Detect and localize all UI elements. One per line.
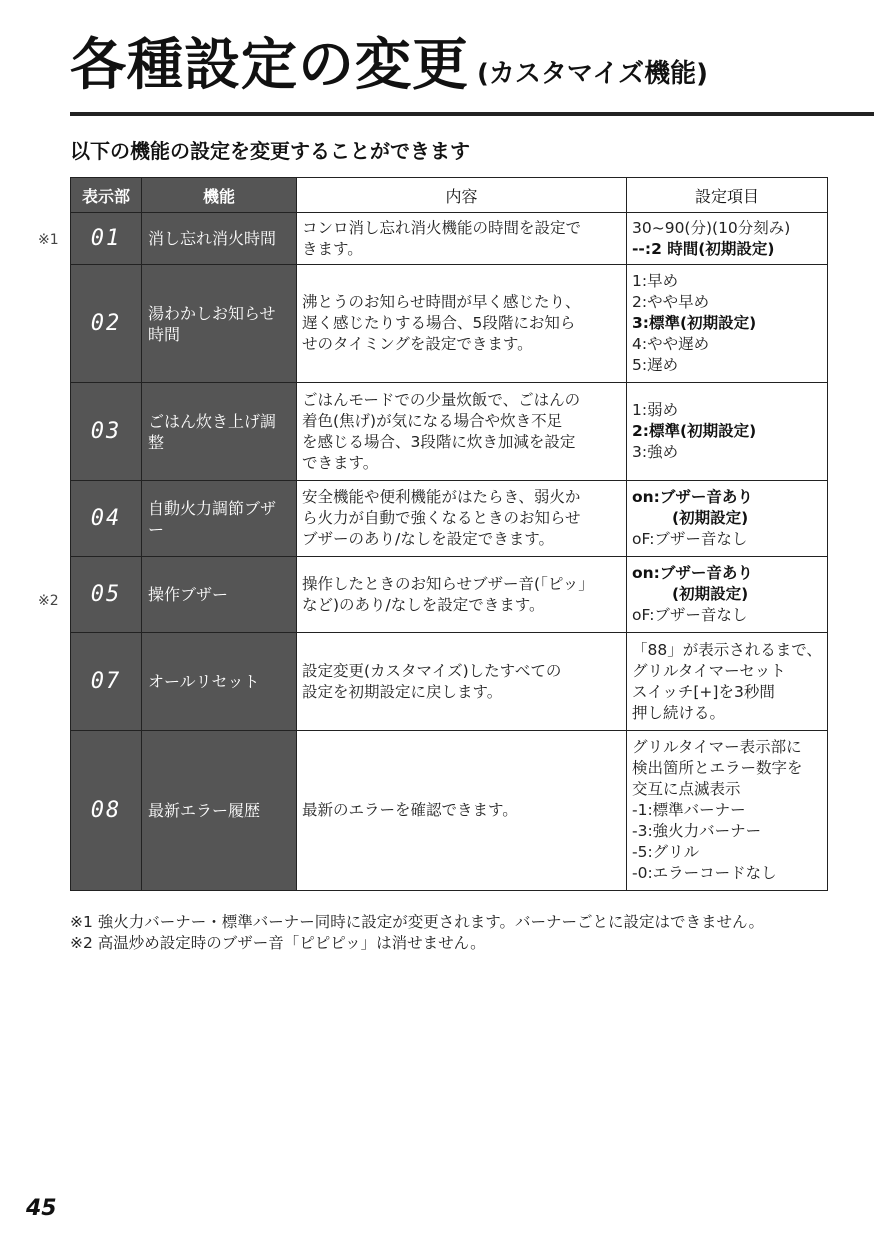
setting-line: -1:標準バーナー bbox=[632, 801, 746, 819]
setting-line: グリルタイマー表示部に bbox=[632, 738, 802, 756]
row-function: 最新エラー履歴 bbox=[142, 731, 297, 891]
row-code: 03 bbox=[71, 383, 142, 481]
row-content bbox=[297, 633, 627, 731]
row-code: 08 bbox=[71, 731, 142, 891]
setting-line: 5:遅め bbox=[632, 356, 679, 374]
setting-line: oF:ブザー音なし bbox=[632, 530, 748, 548]
row-code: 02 bbox=[71, 265, 142, 383]
content-line: を感じる場合、3段階に炊き加減を設定 bbox=[302, 432, 576, 451]
header-function: 機能 bbox=[142, 178, 297, 213]
setting-line: 交互に点滅表示 bbox=[632, 780, 741, 798]
content-line: せのタイミングを設定できます。 bbox=[302, 335, 533, 353]
row-note-mark-2: ※2 bbox=[38, 593, 59, 609]
setting-line: 2:標準(初期設定) bbox=[632, 422, 757, 440]
setting-line: -0:エラーコードなし bbox=[632, 864, 777, 882]
row-content bbox=[297, 557, 627, 633]
content-line: 遅く感じたりする場合、5段階にお知ら bbox=[302, 314, 576, 332]
setting-line: スイッチ[+]を3秒間 bbox=[632, 682, 775, 701]
settings-table bbox=[70, 177, 828, 891]
row-setting bbox=[627, 481, 828, 557]
row-function: 自動火力調節ブザー bbox=[142, 481, 297, 557]
page-title: 各種設定の変更 bbox=[70, 33, 469, 98]
row-note-mark-1: ※1 bbox=[38, 232, 59, 248]
setting-line: 30~90(分)(10分刻み) bbox=[632, 218, 791, 237]
row-content bbox=[297, 265, 627, 383]
row-function: 湯わかしお知らせ時間 bbox=[142, 265, 297, 383]
setting-line: -5:グリル bbox=[632, 843, 700, 861]
setting-line: 1:早め bbox=[632, 272, 679, 290]
content-line: ごはんモードでの少量炊飯で、ごはんの bbox=[302, 390, 581, 409]
footnote-2: ※2 高温炒め設定時のブザー音「ピピピッ」は消せません。 bbox=[70, 934, 486, 952]
setting-line: --:2 時間(初期設定) bbox=[632, 239, 775, 258]
row-setting bbox=[627, 557, 828, 633]
setting-line: (初期設定) bbox=[672, 509, 749, 527]
setting-line: 3:標準(初期設定) bbox=[632, 314, 757, 332]
page-number: 45 bbox=[26, 1196, 57, 1221]
content-line: 設定を初期設定に戻します。 bbox=[302, 682, 503, 701]
setting-line: 4:やや遅め bbox=[632, 335, 710, 353]
row-content bbox=[297, 731, 627, 891]
setting-line: (初期設定) bbox=[672, 585, 749, 603]
table-row bbox=[71, 213, 828, 265]
row-setting bbox=[627, 383, 828, 481]
content-line: ら火力が自動で強くなるときのお知らせ bbox=[302, 509, 581, 527]
setting-line: 「88」が表示されるまで、 bbox=[632, 640, 822, 659]
row-function: オールリセット bbox=[142, 633, 297, 731]
footnotes bbox=[70, 912, 764, 954]
header-code: 表示部 bbox=[71, 178, 142, 213]
table-body bbox=[71, 213, 828, 891]
row-setting bbox=[627, 265, 828, 383]
setting-line: 2:やや早め bbox=[632, 293, 710, 311]
content-line: 安全機能や便利機能がはたらき、弱火か bbox=[302, 488, 581, 506]
setting-line: -3:強火力バーナー bbox=[632, 822, 762, 840]
row-code: 04 bbox=[71, 481, 142, 557]
setting-line: 押し続ける。 bbox=[632, 703, 726, 722]
setting-line: oF:ブザー音なし bbox=[632, 606, 748, 624]
content-line: ブザーのあり/なしを設定できます。 bbox=[302, 530, 554, 548]
header-setting: 設定項目 bbox=[627, 178, 828, 213]
content-line: コンロ消し忘れ消火機能の時間を設定で bbox=[302, 218, 582, 237]
row-setting bbox=[627, 731, 828, 891]
content-line: 沸とうのお知らせ時間が早く感じたり、 bbox=[302, 293, 581, 311]
row-setting bbox=[627, 213, 828, 265]
content-line: 最新のエラーを確認できます。 bbox=[302, 801, 518, 819]
row-function: 操作ブザー bbox=[142, 557, 297, 633]
row-content bbox=[297, 383, 627, 481]
table-row bbox=[71, 557, 828, 633]
table-row bbox=[71, 633, 828, 731]
table-header-row bbox=[71, 178, 828, 213]
row-content bbox=[297, 213, 627, 265]
table-row bbox=[71, 383, 828, 481]
page-subtitle: 以下の機能の設定を変更することができます bbox=[70, 139, 470, 163]
row-function: 消し忘れ消火時間 bbox=[142, 213, 297, 265]
setting-line: on:ブザー音あり bbox=[632, 488, 753, 506]
setting-line: グリルタイマーセット bbox=[632, 661, 786, 680]
content-line: 設定変更(カスタマイズ)したすべての bbox=[302, 661, 562, 680]
table-row bbox=[71, 481, 828, 557]
setting-line: 1:弱め bbox=[632, 401, 679, 419]
table-row bbox=[71, 731, 828, 891]
row-code: 01 bbox=[71, 213, 142, 265]
row-code: 05 bbox=[71, 557, 142, 633]
content-line: 操作したときのお知らせブザー音(「ピッ」 bbox=[302, 574, 594, 593]
content-line: など)のあり/なしを設定できます。 bbox=[302, 595, 545, 614]
row-code: 07 bbox=[71, 633, 142, 731]
content-line: できます。 bbox=[302, 453, 379, 472]
row-setting bbox=[627, 633, 828, 731]
setting-line: 3:強め bbox=[632, 443, 679, 461]
header-content: 内容 bbox=[297, 178, 627, 213]
content-line: 着色(焦げ)が気になる場合や炊き不足 bbox=[302, 411, 563, 430]
page-title-sub: (カスタマイズ機能) bbox=[477, 59, 708, 89]
setting-line: 検出箇所とエラー数字を bbox=[632, 759, 803, 777]
page-heading bbox=[70, 33, 708, 98]
row-content bbox=[297, 481, 627, 557]
table-row bbox=[71, 265, 828, 383]
footnote-1: ※1 強火力バーナー・標準バーナー同時に設定が変更されます。バーナーごとに設定はできません。 bbox=[70, 913, 764, 931]
setting-line: on:ブザー音あり bbox=[632, 564, 753, 582]
content-line: きます。 bbox=[302, 239, 363, 258]
row-function: ごはん炊き上げ調整 bbox=[142, 383, 297, 481]
title-divider bbox=[70, 112, 874, 116]
